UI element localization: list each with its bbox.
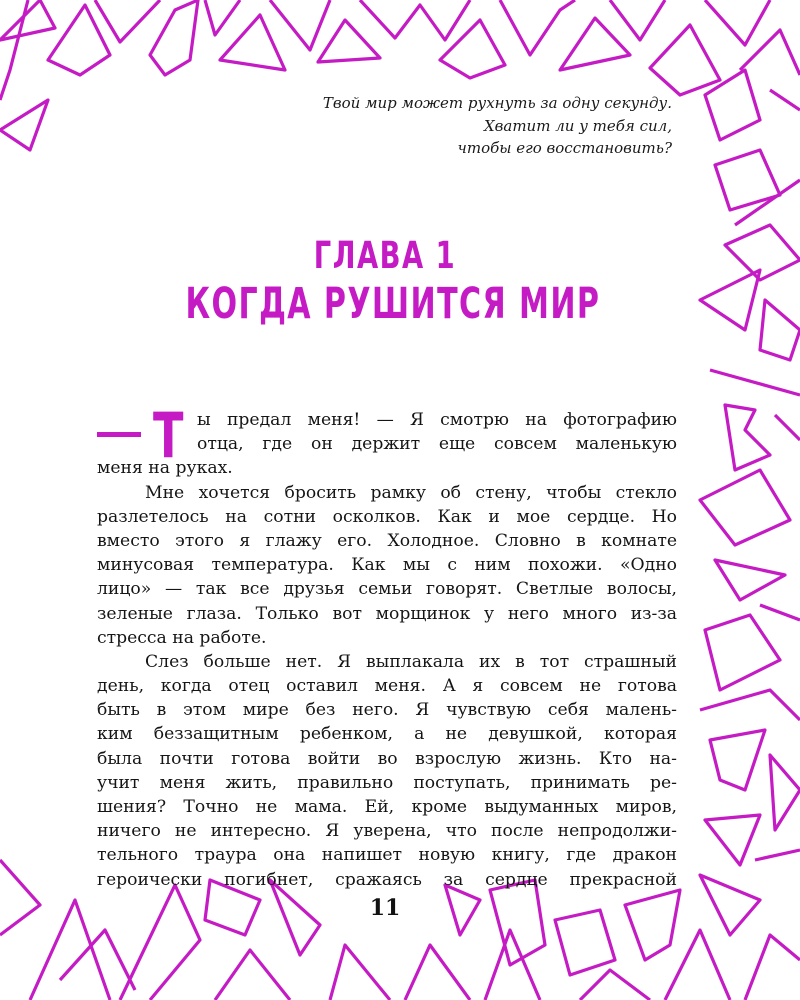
- glass-shard: [318, 20, 380, 62]
- glass-shard: [0, 100, 48, 150]
- text-line: Слез больше нет. Я выплакала их в тот страшный: [145, 651, 677, 672]
- glass-shard: [755, 850, 800, 860]
- glass-shard: [700, 470, 790, 545]
- glass-shard: [330, 945, 390, 1000]
- text-line: была почти готова войти во взрослую жизнь. Кто на-: [97, 748, 677, 769]
- glass-shard: [360, 0, 470, 40]
- text-line: минусовая температура. Как мы с ним похожи. «Одно: [97, 555, 677, 576]
- text-line: ы предал меня! — Я смотрю на фотографию: [197, 410, 677, 430]
- glass-shard: [650, 25, 720, 95]
- glass-shard: [0, 0, 28, 100]
- text-line: зеленые глаза. Только вот морщинок у него много из-за: [97, 603, 677, 624]
- text-line: быть в этом мире без него. Я чувствую себя малень-: [97, 700, 677, 721]
- text-line: день, когда отец оставил меня. А я совсем не готова: [97, 676, 677, 697]
- drop-cap: Т: [153, 399, 184, 472]
- text-line: меня на руках.: [97, 458, 233, 479]
- glass-shard: [725, 225, 800, 280]
- glass-shard: [700, 875, 760, 935]
- glass-shard: [625, 890, 680, 960]
- glass-shard: [205, 0, 240, 35]
- glass-shard: [770, 90, 800, 110]
- text-line: разлетелось на сотни осколков. Как и мое сердце. Но: [97, 506, 677, 527]
- glass-shard: [715, 560, 785, 600]
- glass-shard: [705, 615, 780, 690]
- glass-shard: [445, 885, 480, 935]
- glass-shard: [440, 20, 505, 78]
- glass-shard: [555, 910, 615, 975]
- glass-shard: [490, 880, 545, 965]
- glass-shard: [665, 930, 730, 1000]
- chapter-title: КОГДА РУШИТСЯ МИР: [185, 279, 601, 329]
- glass-shard: [215, 950, 290, 1000]
- glass-shard: [770, 755, 800, 830]
- text-line: тельного траура она напишет новую книгу, где дракон: [97, 845, 677, 866]
- text-line: героически погибнет, сражаясь за сердце прекрасной: [97, 869, 677, 890]
- page-number: 11: [369, 895, 401, 921]
- glass-shard: [725, 405, 770, 470]
- glass-shard: [745, 935, 800, 1000]
- glass-shard: [30, 900, 110, 1000]
- glass-shard: [150, 0, 198, 75]
- glass-shard: [270, 0, 330, 50]
- glass-shard: [500, 0, 575, 55]
- glass-shard: [775, 415, 800, 440]
- epigraph-line: чтобы его восстановить?: [457, 139, 672, 157]
- text-line: стресса на работе.: [97, 627, 267, 648]
- text-line: шения? Точно не мама. Ей, кроме выдуманных миров,: [97, 797, 677, 817]
- glass-shard: [735, 180, 800, 225]
- epigraph: [323, 92, 672, 160]
- text-line: Мне хочется бросить рамку об стену, чтобы стекло: [145, 482, 677, 503]
- glass-shard: [705, 70, 760, 140]
- glass-shard: [580, 970, 650, 1000]
- text-line: вместо этого я глажу его. Холодное. Словно в комнате: [97, 530, 677, 551]
- glass-shard: [705, 0, 770, 45]
- glass-shard: [95, 0, 160, 42]
- text-line: лицо» — так все друзья семьи говорят. Светлые волосы,: [97, 579, 677, 600]
- glass-shard: [700, 690, 800, 720]
- glass-shard: [760, 605, 800, 620]
- text-line: отца, где он держит еще совсем маленькую: [197, 434, 677, 455]
- text-line: ким беззащитным ребенком, а не девушкой, которая: [97, 724, 677, 745]
- epigraph-line: Твой мир может рухнуть за одну секунду.: [322, 94, 672, 112]
- glass-shard: [710, 730, 765, 790]
- glass-shard: [48, 5, 110, 75]
- glass-shard: [0, 860, 40, 935]
- glass-shard: [220, 15, 285, 70]
- chapter-body: [97, 399, 677, 892]
- glass-shard: [710, 370, 800, 395]
- glass-shard: [760, 300, 800, 360]
- epigraph-line: Хватит ли у тебя сил,: [483, 116, 672, 135]
- glass-shard: [610, 0, 665, 40]
- glass-shard: [705, 815, 760, 865]
- text-line: ничего не интересно. Я уверена, что после непродолжи-: [97, 821, 677, 842]
- text-line: учит меня жить, правильно поступать, принимать ре-: [97, 772, 677, 793]
- glass-shard: [700, 270, 760, 330]
- dialogue-dash: [97, 432, 141, 437]
- glass-shard: [560, 18, 630, 70]
- chapter-number: ГЛАВА 1: [313, 234, 457, 277]
- glass-shard: [405, 945, 470, 1000]
